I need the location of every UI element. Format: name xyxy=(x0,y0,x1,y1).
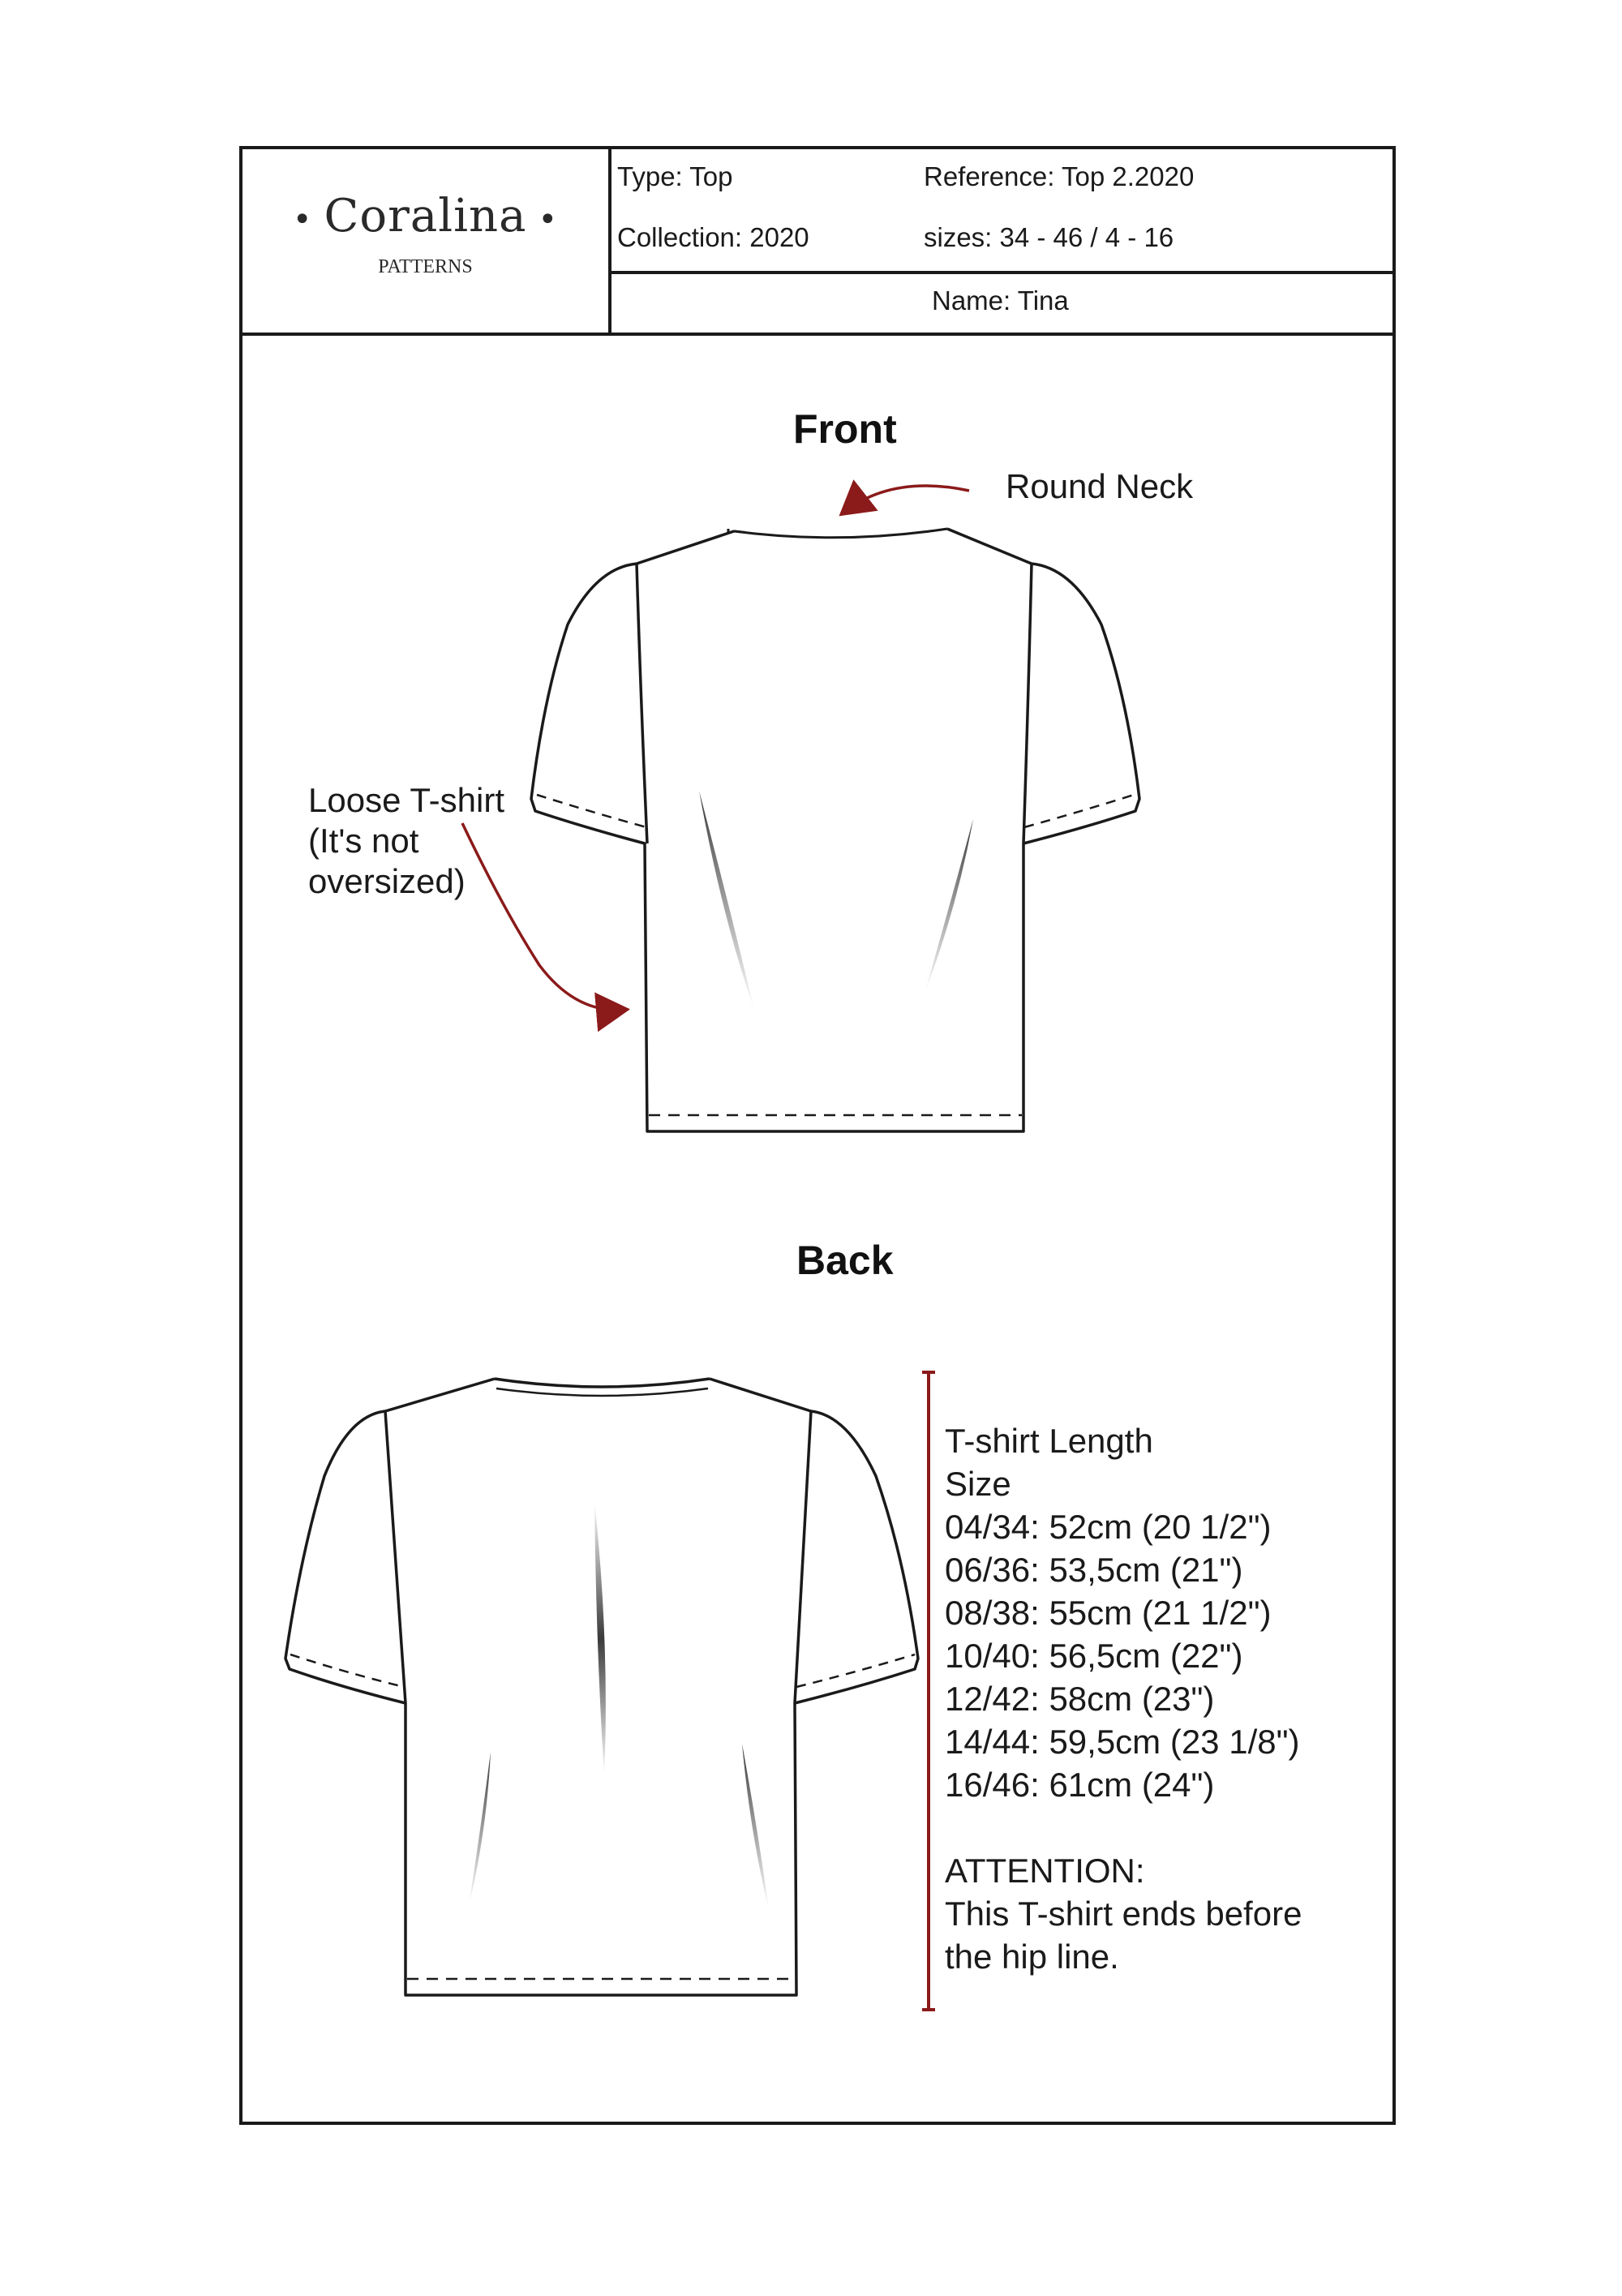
front-body-outline xyxy=(531,529,1139,1131)
attention-line: the hip line. xyxy=(945,1938,1119,1976)
round-neck-arrow xyxy=(843,486,969,513)
fit-note-line: oversized) xyxy=(308,862,466,900)
reference-field: Reference: Top 2.2020 xyxy=(924,161,1195,191)
brand-name: Coralina xyxy=(324,190,527,242)
length-size-table xyxy=(945,1419,1302,1978)
size-row: 10/40: 56,5cm (22") xyxy=(945,1637,1243,1675)
size-row: 06/36: 53,5cm (21") xyxy=(945,1551,1243,1589)
size-heading: Size xyxy=(945,1465,1011,1503)
brand-dot-right: • xyxy=(538,200,559,238)
back-title: Back xyxy=(796,1238,894,1283)
size-row: 16/46: 61cm (24") xyxy=(945,1766,1215,1804)
size-row: 04/34: 52cm (20 1/2") xyxy=(945,1508,1272,1546)
size-row: 12/42: 58cm (23") xyxy=(945,1680,1215,1718)
fit-note-line: (It's not xyxy=(308,822,419,860)
front-tshirt xyxy=(531,529,1139,1131)
name-field: Name: Tina xyxy=(932,285,1069,315)
spacer xyxy=(945,1806,1302,1849)
front-title: Front xyxy=(793,406,897,452)
collection-field: Collection: 2020 xyxy=(617,222,809,252)
attention-title: ATTENTION: xyxy=(945,1852,1145,1890)
length-indicator xyxy=(922,1371,935,2011)
sizes-field: sizes: 34 - 46 / 4 - 16 xyxy=(924,222,1174,252)
type-field: Type: Top xyxy=(617,161,733,191)
attention-line: This T-shirt ends before xyxy=(945,1895,1302,1933)
size-row: 08/38: 55cm (21 1/2") xyxy=(945,1594,1272,1632)
length-heading: T-shirt Length xyxy=(945,1422,1153,1460)
brand-dot-left: • xyxy=(292,200,313,238)
fit-note-line: Loose T-shirt xyxy=(308,781,505,819)
loose-fit-arrow xyxy=(462,823,624,1010)
size-row: 14/44: 59,5cm (23 1/8") xyxy=(945,1723,1300,1761)
brand-subtitle: PATTERNS xyxy=(378,256,473,277)
round-neck-label: Round Neck xyxy=(1006,467,1194,505)
